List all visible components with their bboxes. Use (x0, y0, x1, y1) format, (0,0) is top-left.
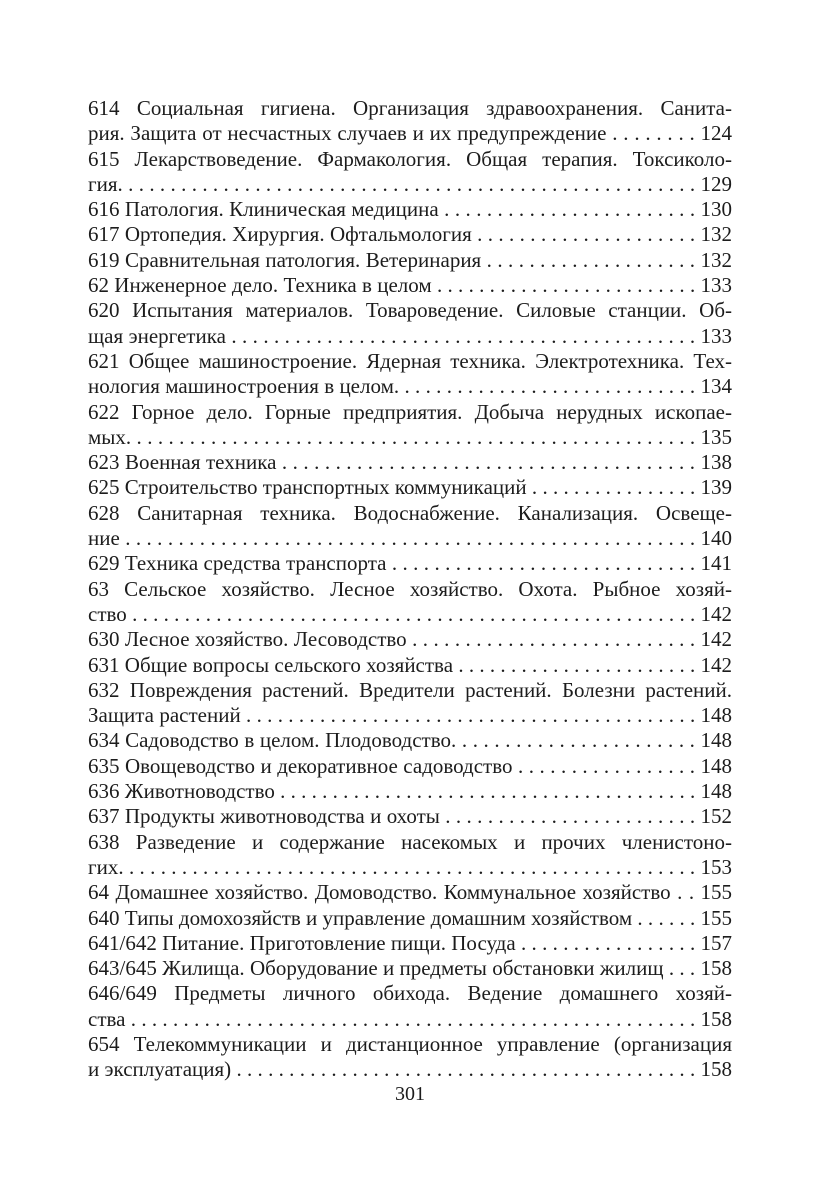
toc-line: 632 Повреждения растений. Вредители растений. Болезни растений. (88, 677, 732, 702)
dot-leader: . . . . . . . . . . . . . . . . . . . . . . . . (445, 804, 701, 829)
toc-page-ref: 134 (700, 374, 733, 399)
toc-entry (88, 400, 732, 451)
toc-page-ref: 132 (700, 247, 732, 272)
toc-page-ref: 133 (700, 273, 733, 298)
toc-entry-text: 631 Общие вопросы сельского хозяйства (88, 652, 454, 677)
toc-entry-text: 623 Военная техника (88, 450, 277, 475)
dot-leader: . . . . . . . . . . . . . . . . . (518, 753, 701, 778)
toc-line-with-page (88, 804, 732, 829)
toc-entry (88, 273, 732, 298)
toc-line-with-page (88, 931, 732, 956)
toc-line-with-page (88, 222, 732, 247)
toc-line-with-page (88, 728, 732, 753)
dot-leader: . . . . . . . . . . . . . . . . . . . . . . . . . . . . . . . . . . . . . . . . . . . . . . . . . . . . . . (132, 601, 701, 626)
dot-leader: . . . . . . . . (612, 121, 701, 146)
toc-line-with-page (88, 551, 732, 576)
toc-entry (88, 222, 732, 247)
toc-page-ref: 148 (700, 703, 733, 728)
toc-page-ref: 158 (700, 1006, 733, 1031)
dot-leader: . . . . . . . . . . . . . . . . (531, 475, 701, 500)
toc-page-ref: 142 (700, 652, 733, 677)
toc-entry (88, 830, 732, 881)
toc-entry-text: 640 Типы домохозяйств и управление домашним хозяйством (88, 905, 633, 930)
toc-page-ref: 158 (700, 956, 732, 981)
toc-entry-text: 617 Ортопедия. Хирургия. Офтальмология (88, 222, 472, 247)
toc-entry-text: ство (88, 601, 127, 626)
toc-line-with-page (88, 855, 732, 880)
toc-entry (88, 931, 732, 956)
toc-page-ref: 138 (700, 450, 733, 475)
toc-line: 621 Общее машиностроение. Ядерная техника. Электротехника. Тех- (88, 348, 732, 373)
toc-line-with-page (88, 526, 732, 551)
toc-line-with-page (88, 627, 732, 652)
toc-line: 615 Лекарствоведение. Фармакология. Общая терапия. Токсиколо- (88, 146, 732, 171)
toc-line: 638 Разведение и содержание насекомых и прочих членистоно- (88, 829, 732, 854)
toc-entry (88, 147, 732, 198)
toc-entry (88, 880, 732, 905)
toc-entry-text: и эксплуатация) (88, 1057, 232, 1082)
toc-entry-text: 641/642 Питание. Приготовление пищи. Посуда (88, 930, 516, 955)
dot-leader: . . . . . . . . . . . . . . . . . . . . . . . . . . . . . . . . . . . . . . . . . . . . . . . . . . . . . (136, 424, 701, 449)
toc-page-ref: 130 (700, 197, 733, 222)
toc-entry (88, 754, 732, 779)
toc-line: 646/649 Предметы личного обихода. Ведение домашнего хозяй- (88, 981, 732, 1006)
toc-line-with-page (88, 450, 732, 475)
toc-line-with-page (88, 653, 732, 678)
toc-line-with-page (88, 273, 732, 298)
toc-entry-text: Защита растений (88, 703, 241, 728)
dot-leader: . . . . . . . . . . . . . . . . . . . . . . (461, 728, 701, 753)
dot-leader: . . . . . . . . . . . . . . . . . . . . . . . . . . . . . . . . . . . . . . . (281, 450, 701, 475)
dot-leader: . . . . . . . . . . . . . . . . . . . . . . . . . . . . (404, 374, 701, 399)
toc-entry (88, 551, 732, 576)
toc-page-ref: 129 (700, 171, 733, 196)
toc-entry (88, 450, 732, 475)
toc-line: 63 Сельское хозяйство. Лесное хозяйство. Охота. Рыбное хозяй- (88, 576, 732, 601)
toc-entry (88, 956, 732, 981)
toc-page-ref: 152 (700, 804, 733, 829)
toc-entry (88, 779, 732, 804)
page-number: 301 (395, 1083, 425, 1105)
toc-entry (88, 577, 732, 628)
toc-page-ref: 140 (700, 526, 733, 551)
toc-entry (88, 906, 732, 931)
toc-page-ref: 158 (700, 1057, 733, 1082)
dot-leader: . . . (668, 956, 701, 981)
toc-line-with-page (88, 248, 732, 273)
toc-line-with-page (88, 906, 732, 931)
toc-entry-text: 619 Сравнительная патология. Ветеринария (88, 247, 482, 272)
dot-leader: . . . . . . . . . . . . . . . . . . . . . . . . . . . . . . . . . . . . . . . . . . . . . . . . . . . . . . (128, 171, 701, 196)
toc-page-ref: 124 (700, 121, 732, 146)
toc-entry-text: гия. (88, 171, 123, 196)
toc-entry-text: 637 Продукты животноводства и охоты (88, 804, 440, 829)
toc-entry (88, 804, 732, 829)
toc-line-with-page (88, 754, 732, 779)
dot-leader: . . . . . . . . . . . . . . . . . (521, 930, 701, 955)
dot-leader: . . . . . . . . . . . . . . . . . . . . . . . . . . . . . . . . . . . . . . . . . . . . . . . . . . . . . . (128, 854, 701, 879)
toc-entry (88, 627, 732, 652)
toc-page-ref: 157 (700, 930, 733, 955)
toc-entry-text: 643/645 Жилища. Оборудование и предметы обстановки жилищ (88, 956, 664, 981)
toc-line: 620 Испытания материалов. Товароведение. Силовые станции. Об- (88, 298, 732, 323)
toc-line-with-page (88, 475, 732, 500)
toc-entry (88, 678, 732, 729)
toc-entry (88, 96, 732, 147)
toc-entry-text: 635 Овощеводство и декоративное садоводство (88, 753, 513, 778)
toc-entry-text: мых. (88, 424, 132, 449)
toc-entry-text: 636 Животноводство (88, 779, 275, 804)
toc-entry-text: 625 Строительство транспортных коммуникаций (88, 475, 527, 500)
toc-entry-text: 62 Инженерное дело. Техника в целом (88, 273, 432, 298)
toc-entry (88, 197, 732, 222)
toc-entry-text: ства (88, 1006, 126, 1031)
dot-leader: . . . . . . . . . . . . . . . . . . . . . . . . . . . . . . . . . . . . . . . . (280, 779, 701, 804)
dot-leader: . . (677, 880, 701, 905)
dot-leader: . . . . . . . . . . . . . . . . . . . . . . . . . . . . . . . . . . . . . . . . . . . (246, 703, 701, 728)
toc-entry (88, 1032, 732, 1083)
toc-line-with-page (88, 197, 732, 222)
toc-page-ref: 148 (700, 753, 733, 778)
toc-entry-text: 64 Домашнее хозяйство. Домоводство. Коммунальное хозяйство (88, 880, 671, 905)
toc-page-ref: 155 (700, 905, 733, 930)
dot-leader: . . . . . . . . . . . . . . . . . . . . . . . . (444, 197, 701, 222)
dot-leader: . . . . . . (637, 905, 701, 930)
toc-line: 614 Социальная гигиена. Организация здравоохранения. Санита- (88, 96, 732, 120)
toc-line-with-page (88, 956, 732, 981)
toc-entry (88, 653, 732, 678)
dot-leader: . . . . . . . . . . . . . . . . . . . . . . . . . (436, 273, 701, 298)
toc-entry-text: 629 Техника средства транспорта (88, 551, 387, 576)
toc-entry-text: ние (88, 526, 120, 551)
dot-leader: . . . . . . . . . . . . . . . . . . . . . . . . . . . . . . . . . . . . . . . . . . . . (231, 323, 701, 348)
toc-page-ref: 141 (700, 551, 733, 576)
toc-line-with-page (88, 779, 732, 804)
toc-page-ref: 142 (700, 601, 733, 626)
dot-leader: . . . . . . . . . . . . . . . . . . . . . . . . . . . . . . . . . . . . . . . . . . . . . . . . . . . . . . (125, 526, 701, 551)
toc-line-with-page (88, 172, 732, 197)
toc-list (88, 96, 732, 1083)
toc-page-ref: 139 (700, 475, 733, 500)
toc-page-ref: 142 (700, 627, 732, 652)
toc-line-with-page (88, 703, 732, 728)
toc-line-with-page (88, 1057, 732, 1082)
toc-entry-text: рия. Защита от несчастных случаев и их предупреждение (88, 121, 607, 146)
toc-entry (88, 298, 732, 349)
dot-leader: . . . . . . . . . . . . . . . . . . . . . . . . . . . . . . . . . . . . . . . . . . . . (236, 1057, 701, 1082)
toc-line-with-page (88, 121, 732, 146)
toc-entry (88, 349, 732, 400)
toc-line-with-page (88, 1007, 732, 1032)
toc-line-with-page (88, 324, 732, 349)
toc-page-ref: 155 (700, 880, 733, 905)
toc-entry (88, 475, 732, 500)
dot-leader: . . . . . . . . . . . . . . . . . . . . . (477, 222, 701, 247)
toc-entry-text: 630 Лесное хозяйство. Лесоводство (88, 627, 407, 652)
toc-page-ref: 148 (700, 728, 733, 753)
toc-line-with-page (88, 374, 732, 399)
toc-line-with-page (88, 880, 732, 905)
dot-leader: . . . . . . . . . . . . . . . . . . . . (486, 247, 701, 272)
toc-line: 654 Телекоммуникации и дистанционное управление (организация (88, 1031, 732, 1056)
toc-page-ref: 153 (700, 854, 733, 879)
toc-entry-text: нология машиностроения в целом. (88, 374, 400, 399)
toc-line-with-page (88, 602, 732, 627)
toc-entry (88, 501, 732, 552)
toc-entry (88, 728, 732, 753)
dot-leader: . . . . . . . . . . . . . . . . . . . . . . . (458, 652, 701, 677)
dot-leader: . . . . . . . . . . . . . . . . . . . . . . . . . . . . . (391, 551, 701, 576)
toc-entry-text: 634 Садоводство в целом. Плодоводство. (88, 728, 457, 753)
toc-line-with-page (88, 425, 732, 450)
toc-entry-text: гих. (88, 854, 124, 879)
toc-entry-text: 616 Патология. Клиническая медицина (88, 197, 439, 222)
dot-leader: . . . . . . . . . . . . . . . . . . . . . . . . . . . (412, 627, 701, 652)
dot-leader: . . . . . . . . . . . . . . . . . . . . . . . . . . . . . . . . . . . . . . . . . . . . . . . . . . . . . . (130, 1006, 701, 1031)
toc-entry (88, 248, 732, 273)
toc-entry-text: щая энергетика (88, 323, 226, 348)
toc-page-ref: 132 (700, 222, 733, 247)
toc-page-ref: 135 (700, 424, 732, 449)
toc-line: 628 Санитарная техника. Водоснабжение. Канализация. Освеще- (88, 500, 732, 525)
toc-line: 622 Горное дело. Горные предприятия. Добыча нерудных ископае- (88, 399, 732, 424)
toc-page-ref: 148 (700, 779, 733, 804)
toc-entry (88, 981, 732, 1032)
toc-page-ref: 133 (700, 323, 733, 348)
